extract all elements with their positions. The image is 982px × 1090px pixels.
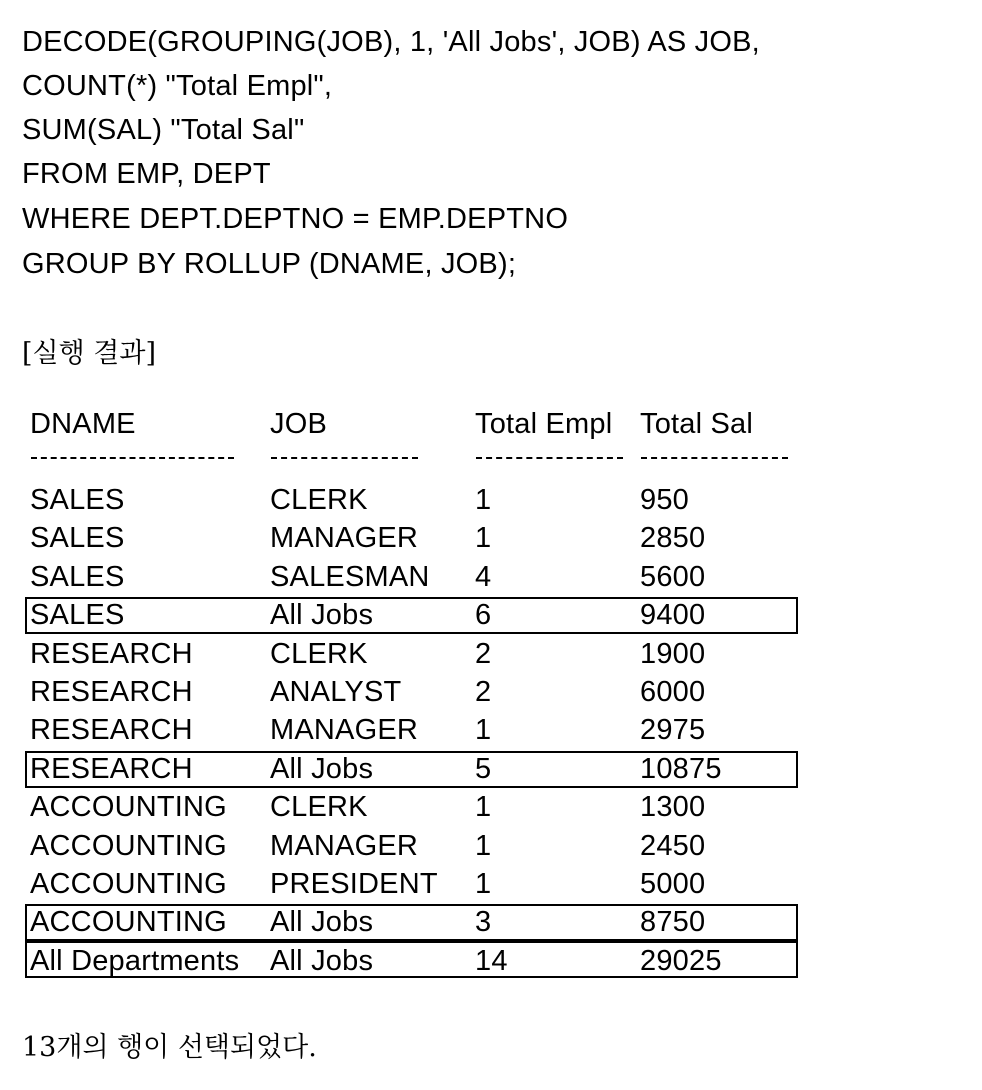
header-underline-job [271, 457, 418, 459]
table-cell-total-sal: 2450 [640, 830, 706, 862]
result-heading: [실행 결과] [22, 338, 156, 369]
sql-line-2: COUNT(*) "Total Empl", [22, 70, 333, 102]
header-total-empl: Total Empl [475, 408, 613, 440]
table-cell-total-empl: 1 [475, 830, 492, 862]
table-cell-total-empl: 1 [475, 714, 492, 746]
table-cell-dname: ACCOUNTING [30, 830, 227, 862]
table-cell-total-sal: 9400 [640, 599, 706, 631]
sql-line-1: DECODE(GROUPING(JOB), 1, 'All Jobs', JOB) AS JOB, [22, 26, 760, 58]
rows-selected-message: 13개의 행이 선택되었다. [22, 1032, 317, 1063]
table-cell-dname: RESEARCH [30, 676, 193, 708]
table-cell-total-empl: 4 [475, 561, 492, 593]
table-cell-job: CLERK [270, 638, 368, 670]
table-cell-total-empl: 1 [475, 791, 492, 823]
table-cell-job: MANAGER [270, 522, 419, 554]
table-cell-dname: SALES [30, 599, 125, 631]
header-underline-total-empl [476, 457, 623, 459]
header-job: JOB [270, 408, 327, 440]
table-cell-total-empl: 6 [475, 599, 492, 631]
table-cell-dname: ACCOUNTING [30, 791, 227, 823]
header-total-sal: Total Sal [640, 408, 754, 440]
table-cell-total-empl: 1 [475, 868, 492, 900]
table-cell-total-sal: 6000 [640, 676, 706, 708]
table-cell-dname: SALES [30, 484, 125, 516]
table-cell-total-empl: 1 [475, 484, 492, 516]
table-cell-total-sal: 2850 [640, 522, 706, 554]
table-cell-total-sal: 2975 [640, 714, 706, 746]
table-cell-job: CLERK [270, 791, 368, 823]
table-cell-total-sal: 1300 [640, 791, 706, 823]
sql-line-4: FROM EMP, DEPT [22, 158, 271, 190]
table-cell-total-empl: 1 [475, 522, 492, 554]
header-underline-total-sal [641, 457, 788, 459]
table-cell-job: All Jobs [270, 945, 374, 977]
table-cell-job: MANAGER [270, 830, 419, 862]
table-cell-dname: RESEARCH [30, 638, 193, 670]
table-cell-total-sal: 5600 [640, 561, 706, 593]
table-cell-total-sal: 10875 [640, 753, 722, 785]
table-cell-job: All Jobs [270, 599, 374, 631]
sql-line-6: GROUP BY ROLLUP (DNAME, JOB); [22, 248, 517, 280]
table-cell-total-empl: 3 [475, 906, 492, 938]
table-cell-total-sal: 950 [640, 484, 689, 516]
table-cell-dname: ACCOUNTING [30, 868, 227, 900]
table-cell-total-sal: 1900 [640, 638, 706, 670]
sql-line-3: SUM(SAL) "Total Sal" [22, 114, 305, 146]
table-cell-job: SALESMAN [270, 561, 430, 593]
table-cell-total-empl: 2 [475, 638, 492, 670]
table-cell-dname: SALES [30, 522, 125, 554]
table-cell-job: CLERK [270, 484, 368, 516]
table-cell-total-empl: 2 [475, 676, 492, 708]
table-cell-dname: RESEARCH [30, 714, 193, 746]
table-cell-job: ANALYST [270, 676, 402, 708]
sql-line-5: WHERE DEPT.DEPTNO = EMP.DEPTNO [22, 203, 569, 235]
table-cell-dname: SALES [30, 561, 125, 593]
table-cell-dname: RESEARCH [30, 753, 193, 785]
table-cell-total-empl: 5 [475, 753, 492, 785]
table-cell-total-sal: 5000 [640, 868, 706, 900]
table-cell-dname: ACCOUNTING [30, 906, 227, 938]
table-cell-total-empl: 14 [475, 945, 508, 977]
table-cell-total-sal: 8750 [640, 906, 706, 938]
table-cell-job: PRESIDENT [270, 868, 438, 900]
header-dname: DNAME [30, 408, 136, 440]
table-cell-job: All Jobs [270, 906, 374, 938]
table-cell-job: All Jobs [270, 753, 374, 785]
table-cell-job: MANAGER [270, 714, 419, 746]
table-cell-total-sal: 29025 [640, 945, 722, 977]
table-cell-dname: All Departments [30, 945, 240, 977]
header-underline-dname [31, 457, 234, 459]
